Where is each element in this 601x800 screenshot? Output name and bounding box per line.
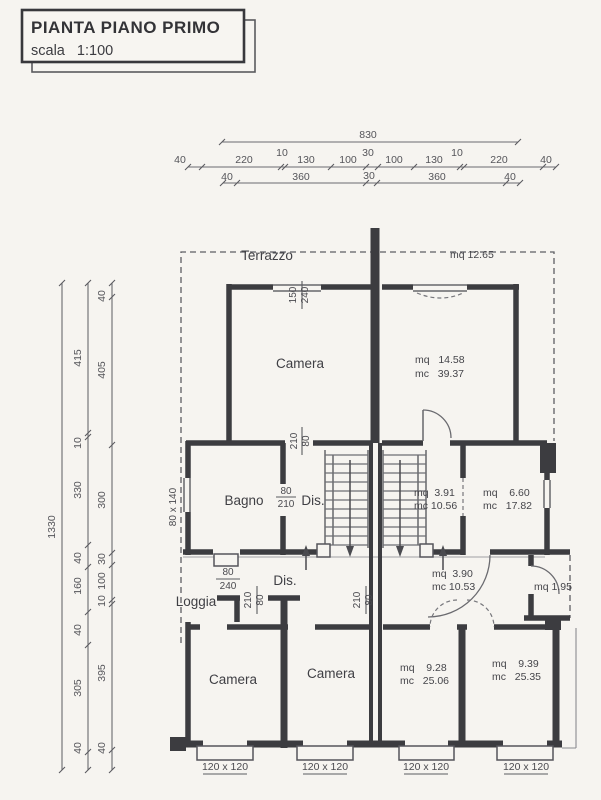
window-label-3: 120 x 120 bbox=[402, 761, 450, 773]
dim-top2-2: 10 bbox=[276, 147, 288, 159]
area-mq-low-right: mq 9.39 bbox=[492, 658, 539, 670]
dim-inner-5: 10 bbox=[96, 595, 108, 607]
area-mc-low-left: mc 25.06 bbox=[400, 675, 450, 687]
dim-inner-6: 395 bbox=[96, 664, 108, 682]
opening-low-left-num: 80 bbox=[255, 594, 266, 606]
room-label-loggia: Loggia bbox=[175, 594, 217, 609]
dim-inner-2: 300 bbox=[96, 491, 108, 509]
opening-balcony-den: 240 bbox=[300, 286, 311, 304]
dim-mid-2: 330 bbox=[72, 481, 84, 499]
opening-upper-door-num: 80 bbox=[301, 435, 312, 447]
opening-loggia-num: 80 bbox=[222, 567, 234, 578]
area-label-terrazzo: mq 12.65 bbox=[450, 249, 494, 261]
room-label-terrazzo: Terrazzo bbox=[241, 248, 293, 263]
room-label-camera-upper: Camera bbox=[275, 356, 325, 371]
dim-top2-1: 220 bbox=[235, 154, 253, 166]
area-mc-upper-right: mc 39.37 bbox=[415, 368, 465, 380]
opening-loggia-den: 240 bbox=[219, 581, 237, 592]
area-mc-low-right: mc 25.35 bbox=[492, 671, 542, 683]
room-label-camera-lower-left: Camera bbox=[208, 672, 258, 687]
opening-low-right-num: 80 bbox=[364, 594, 375, 606]
dim-mid-7: 40 bbox=[72, 742, 84, 754]
title-block bbox=[22, 10, 255, 72]
dim-inner-4: 100 bbox=[96, 572, 108, 590]
opening-low-right-den: 210 bbox=[352, 591, 363, 609]
opening-balcony-num: 150 bbox=[288, 286, 299, 304]
opening-bagno-door-num: 80 bbox=[280, 486, 292, 497]
window-label-2: 120 x 120 bbox=[301, 761, 349, 773]
area-mq-low-left: mq 9.28 bbox=[400, 662, 447, 674]
dim-top3-4: 40 bbox=[504, 171, 516, 183]
dim-top2-8: 10 bbox=[451, 147, 463, 159]
dim-top2-10: 40 bbox=[540, 154, 552, 166]
dim-inner-7: 40 bbox=[96, 742, 108, 754]
window-label-1: 120 x 120 bbox=[201, 761, 249, 773]
dim-top2-5: 30 bbox=[362, 147, 374, 159]
dim-top-total: 830 bbox=[359, 129, 377, 141]
dim-top3-1: 360 bbox=[292, 171, 310, 183]
dim-top3-3: 360 bbox=[428, 171, 446, 183]
room-label-bagno: Bagno bbox=[224, 493, 264, 508]
area-mc-mid-room: mc 17.82 bbox=[483, 500, 533, 512]
dim-top3-0: 40 bbox=[221, 171, 233, 183]
room-label-camera-lower-mid: Camera bbox=[306, 666, 356, 681]
area-label-closet: mq 1.95 bbox=[534, 581, 572, 593]
room-label-dis-lower: Dis. bbox=[273, 573, 297, 588]
right-overhang-line bbox=[562, 628, 576, 748]
opening-bagno-window: 80 x 140 bbox=[168, 487, 179, 527]
window-label-4: 120 x 120 bbox=[502, 761, 550, 773]
opening-labels bbox=[168, 286, 549, 773]
dim-mid-4: 160 bbox=[72, 577, 84, 595]
window-sills-and-newels bbox=[197, 544, 553, 760]
dim-top2-4: 100 bbox=[339, 154, 357, 166]
area-mq-upper-right: mq 14.58 bbox=[415, 354, 465, 366]
page-subtitle-scale: scala 1:100 bbox=[31, 43, 114, 59]
dim-left-total: 1330 bbox=[46, 515, 58, 539]
opening-bagno-door-den: 210 bbox=[277, 499, 295, 510]
area-mq-low-hall: mq 3.90 bbox=[432, 568, 473, 580]
dim-mid-1: 10 bbox=[72, 437, 84, 449]
stair-treads bbox=[325, 455, 426, 545]
room-label-dis-upper: Dis. bbox=[301, 493, 325, 508]
dim-mid-5: 40 bbox=[72, 624, 84, 636]
dim-top3-2: 30 bbox=[363, 170, 375, 182]
dim-top2-7: 130 bbox=[425, 154, 443, 166]
area-mq-mid-hall: mq 3.91 bbox=[414, 487, 455, 499]
dim-inner-1: 405 bbox=[96, 361, 108, 379]
page-title: PIANTA PIANO PRIMO bbox=[31, 18, 221, 37]
opening-low-left-den: 210 bbox=[243, 591, 254, 609]
dim-top2-9: 220 bbox=[490, 154, 508, 166]
dim-top2-3: 130 bbox=[297, 154, 315, 166]
dim-top2-0: 40 bbox=[174, 154, 186, 166]
dim-mid-0: 415 bbox=[72, 349, 84, 367]
dim-inner-0: 40 bbox=[96, 290, 108, 302]
opening-upper-door-den: 210 bbox=[289, 432, 300, 450]
dim-top2-6: 100 bbox=[385, 154, 403, 166]
area-mc-mid-hall: mc 10.56 bbox=[414, 500, 458, 512]
dim-mid-3: 40 bbox=[72, 552, 84, 564]
area-mc-low-hall: mc 10.53 bbox=[432, 581, 476, 593]
area-mq-mid-room: mq 6.60 bbox=[483, 487, 530, 499]
dim-inner-3: 30 bbox=[96, 553, 108, 565]
dim-mid-6: 305 bbox=[72, 679, 84, 697]
